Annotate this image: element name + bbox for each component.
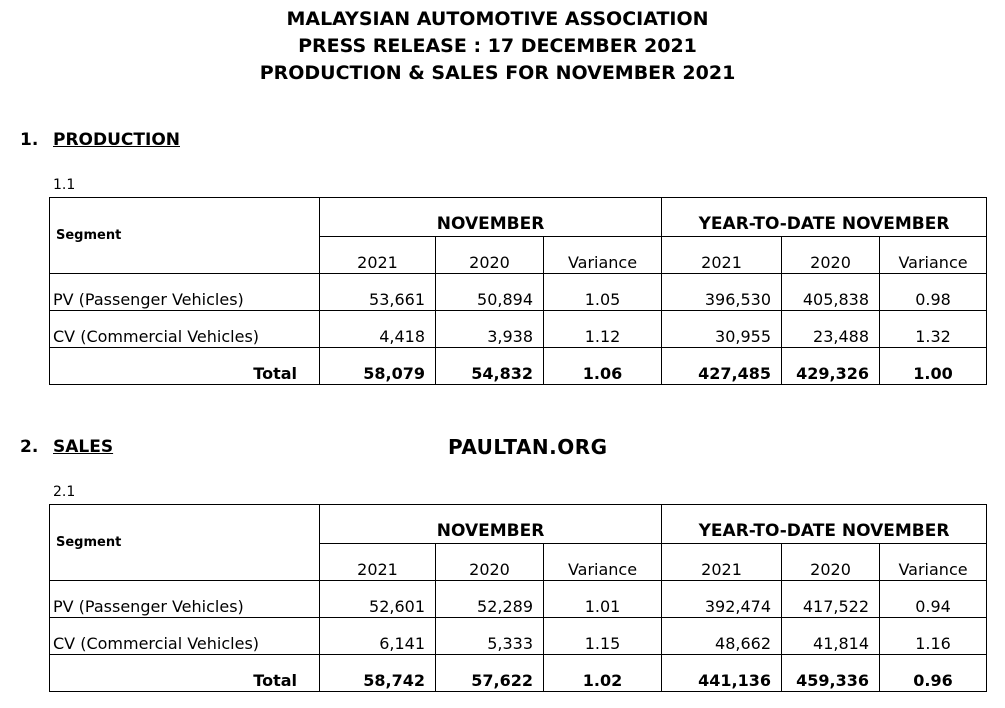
row-label: PV (Passenger Vehicles) bbox=[50, 274, 320, 311]
cell: 23,488 bbox=[782, 311, 880, 348]
row-label: CV (Commercial Vehicles) bbox=[50, 618, 320, 655]
col-header: 2020 bbox=[436, 544, 544, 581]
total-cell: 427,485 bbox=[662, 348, 782, 385]
total-cell: 1.02 bbox=[544, 655, 662, 692]
section-label: PRODUCTION bbox=[53, 130, 180, 150]
subsection-number: 1.1 bbox=[53, 177, 76, 193]
col-header: 2021 bbox=[320, 237, 436, 274]
group-header-november: NOVEMBER bbox=[320, 198, 662, 237]
watermark: PAULTAN.ORG bbox=[448, 435, 608, 459]
section-sales-title bbox=[20, 437, 113, 457]
row-label: PV (Passenger Vehicles) bbox=[50, 581, 320, 618]
col-header: 2020 bbox=[782, 237, 880, 274]
header-line-3: PRODUCTION & SALES FOR NOVEMBER 2021 bbox=[259, 62, 736, 84]
row-label: CV (Commercial Vehicles) bbox=[50, 311, 320, 348]
cell: 48,662 bbox=[662, 618, 782, 655]
cell: 5,333 bbox=[436, 618, 544, 655]
cell: 52,601 bbox=[320, 581, 436, 618]
col-header: 2021 bbox=[662, 237, 782, 274]
col-header: Variance bbox=[544, 237, 662, 274]
table-row bbox=[50, 581, 987, 618]
col-header: 2020 bbox=[782, 544, 880, 581]
total-row bbox=[50, 655, 987, 692]
production-table bbox=[49, 197, 987, 385]
cell: 50,894 bbox=[436, 274, 544, 311]
cell: 3,938 bbox=[436, 311, 544, 348]
total-cell: 58,742 bbox=[320, 655, 436, 692]
cell: 405,838 bbox=[782, 274, 880, 311]
total-cell: 1.06 bbox=[544, 348, 662, 385]
total-label: Total bbox=[50, 348, 320, 385]
col-header: 2021 bbox=[320, 544, 436, 581]
subsection-number: 2.1 bbox=[53, 484, 76, 500]
col-header: 2020 bbox=[436, 237, 544, 274]
total-cell: 54,832 bbox=[436, 348, 544, 385]
table-row bbox=[50, 274, 987, 311]
total-cell: 58,079 bbox=[320, 348, 436, 385]
cell: 52,289 bbox=[436, 581, 544, 618]
total-cell: 441,136 bbox=[662, 655, 782, 692]
table-row bbox=[50, 311, 987, 348]
col-header: 2021 bbox=[662, 544, 782, 581]
table-row bbox=[50, 618, 987, 655]
section-label: SALES bbox=[53, 437, 114, 457]
total-cell: 0.96 bbox=[880, 655, 987, 692]
total-cell: 459,336 bbox=[782, 655, 880, 692]
col-header: Variance bbox=[880, 237, 987, 274]
cell: 1.01 bbox=[544, 581, 662, 618]
cell: 1.05 bbox=[544, 274, 662, 311]
cell: 53,661 bbox=[320, 274, 436, 311]
total-row bbox=[50, 348, 987, 385]
cell: 1.12 bbox=[544, 311, 662, 348]
sales-table bbox=[49, 504, 987, 692]
group-header-ytd: YEAR-TO-DATE NOVEMBER bbox=[662, 198, 987, 237]
group-header-november: NOVEMBER bbox=[320, 505, 662, 544]
cell: 1.16 bbox=[880, 618, 987, 655]
cell: 6,141 bbox=[320, 618, 436, 655]
cell: 1.15 bbox=[544, 618, 662, 655]
cell: 0.98 bbox=[880, 274, 987, 311]
total-cell: 1.00 bbox=[880, 348, 987, 385]
cell: 41,814 bbox=[782, 618, 880, 655]
cell: 1.32 bbox=[880, 311, 987, 348]
col-header: Variance bbox=[544, 544, 662, 581]
cell: 0.94 bbox=[880, 581, 987, 618]
cell: 4,418 bbox=[320, 311, 436, 348]
header-line-1: MALAYSIAN AUTOMOTIVE ASSOCIATION bbox=[286, 8, 709, 30]
section-number: 1. bbox=[20, 130, 39, 150]
cell: 392,474 bbox=[662, 581, 782, 618]
total-cell: 429,326 bbox=[782, 348, 880, 385]
segment-header: Segment bbox=[50, 505, 320, 581]
segment-header: Segment bbox=[50, 198, 320, 274]
total-cell: 57,622 bbox=[436, 655, 544, 692]
col-header: Variance bbox=[880, 544, 987, 581]
cell: 396,530 bbox=[662, 274, 782, 311]
section-number: 2. bbox=[20, 437, 39, 457]
group-header-ytd: YEAR-TO-DATE NOVEMBER bbox=[662, 505, 987, 544]
cell: 30,955 bbox=[662, 311, 782, 348]
section-production-title bbox=[20, 130, 180, 150]
cell: 417,522 bbox=[782, 581, 880, 618]
total-label: Total bbox=[50, 655, 320, 692]
header-line-2: PRESS RELEASE : 17 DECEMBER 2021 bbox=[298, 35, 697, 57]
